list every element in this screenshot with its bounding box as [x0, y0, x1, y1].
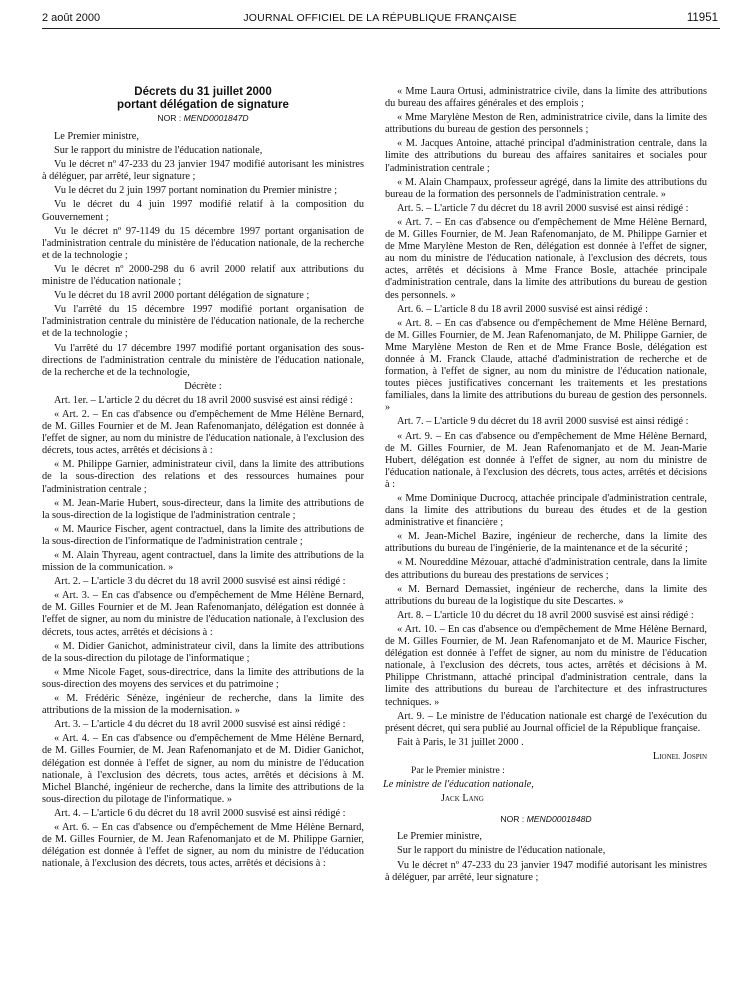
paragraph: Art. 2. – L'article 3 du décret du 18 avril 2000 susvisé est ainsi rédigé :: [54, 576, 346, 588]
paragraph: « Mme Marylène Meston de Ren, administratrice civile, dans la limite des attributions du bureau de gestion des personnels ;: [385, 112, 707, 136]
paragraph: Vu le décret du 18 avril 2000 portant délégation de signature ;: [54, 290, 310, 302]
paragraph: Le Premier ministre,: [54, 131, 139, 142]
nor-code: MEND0001847D: [183, 113, 249, 123]
paragraph: « M. Didier Ganichot, administrateur civil, dans la limite des attributions de la sous-direction du pilotage de l'informatique ;: [42, 640, 364, 664]
paragraph: Vu le décret du 2 juin 1997 portant nomination du Premier ministre ;: [54, 185, 338, 197]
paragraph: « Art. 9. – En cas d'absence ou d'empêchement de Mme Hélène Bernard, de M. Gilles Fournier, de M. Jean Rafenomanjato et de M. Jean-Marie Hubert, délégation est donnée à l'effet de signer, au nom du ministre de l'éducation nationale, à l'exclusion des décrets, tous actes, arrêtés et décisions à :: [385, 430, 707, 490]
paragraph: Art. 5. – L'article 7 du décret du 18 avril 2000 susvisé est ainsi rédigé :: [397, 202, 689, 214]
paragraph: « Art. 3. – En cas d'absence ou d'empêchement de Mme Hélène Bernard, de M. Gilles Fournier et de M. Jean Rafenomanjato, délégation est donnée à l'effet de signer, au nom du ministre de l'éducation nationale, à l'exclusion des décrets, tous actes, arrêtés et décisions à :: [42, 590, 364, 638]
paragraph: Vu l'arrêté du 17 décembre 1997 modifié portant organisation des sous-directions de l'administration centrale du ministère de l'éducation nationale, de la recherche et de la technologie,: [42, 342, 364, 378]
paragraph: « M. Bernard Demassiet, ingénieur de recherche, dans la limite des attributions du bureau de la logistique du site Descartes. »: [385, 583, 707, 607]
paragraph: « M. Frédéric Sénèze, ingénieur de recherche, dans la limite des attributions de la mission de la modernisation. »: [42, 693, 364, 717]
paragraph: Fait à Paris, le 31 juillet 2000 .: [397, 736, 524, 748]
paragraph: « Art. 7. – En cas d'absence ou d'empêchement de Mme Hélène Bernard, de M. Gilles Fournier, de M. Jean Rafenomanjato, de M. Philippe Garnier et de Mme Marylène Meston de Ren, délégation est donnée à l'effet de signer, au nom du ministre de l'éducation nationale, à l'exclusion des décrets, tous actes, arrêtés et décisions à Mme France Bosle, attachée principale d'administration centrale, dans la limite des attributions du bureau de gestion des personnels. »: [385, 216, 707, 301]
paragraph: « M. Alain Thyreau, agent contractuel, dans la limite des attributions de la mission de la communication. »: [42, 550, 364, 574]
paragraph: « Mme Dominique Ducrocq, attachée principale d'administration centrale, dans la limite des attributions du bureau des études et de la gestion administrative et financière ;: [385, 493, 707, 529]
nor-code: MEND0001848D: [526, 814, 592, 825]
paragraph: « Art. 6. – En cas d'absence ou d'empêchement de Mme Hélène Bernard, de M. Gilles Fournier, de M. Jean Rafenomanjato et de M. Philippe Garnier, délégation est donnée à l'effet de signer, au nom du ministre de l'éducation nationale, à l'exclusion des décrets, tous actes, arrêtés et décisions à :: [42, 821, 364, 870]
nor-reference: [42, 113, 364, 123]
paragraph: « Mme Nicole Faget, sous-directrice, dans la limite des attributions de la sous-direction des moyens des services et du patrimoine ;: [42, 666, 364, 690]
paragraph: Vu l'arrêté du 15 décembre 1997 modifié portant organisation de l'administration centrale du ministère de l'éducation nationale, de la recherche et de la technologie ;: [42, 304, 364, 340]
paragraph: Décrète :: [184, 380, 222, 392]
paragraph: « Art. 2. – En cas d'absence ou d'empêchement de Mme Hélène Bernard, de M. Gilles Fournier et de M. Jean Rafenomanjato, délégation est donnée à l'effet de signer, au nom du ministre de l'éducation nationale, à l'exclusion des décrets, tous actes, arrêtés et décisions à :: [42, 408, 364, 457]
paragraph: « M. Noureddine Mézouar, attaché d'administration centrale, dans la limite des attributions du bureau des prestations de services ;: [385, 557, 707, 581]
paragraph: Vu le décret nº 2000-298 du 6 avril 2000 relatif aux attributions du ministre de l'éducation nationale ;: [42, 263, 364, 288]
header-rule: [42, 28, 720, 29]
issue-date: 2 août 2000: [42, 12, 101, 24]
paragraph: Le Premier ministre,: [397, 831, 482, 843]
paragraph: « Art. 10. – En cas d'absence ou d'empêchement de Mme Hélène Bernard, de M. Gilles Fournier, de M. Jean Rafenomanjato et de M. Maurice Fischer, délégation est donnée à l'effet de signer, au nom du ministre de l'éducation nationale, à l'exclusion des décrets, tous actes, arrêtés et décisions à M. Philippe Christmann, attaché principal d'administration centrale, dans la limite des attributions du bureau de l'architecture et des infrastructures techniques. »: [385, 623, 707, 708]
journal-title: JOURNAL OFFICIEL DE LA RÉPUBLIQUE FRANÇAISE: [243, 12, 517, 24]
second-nor-reference: [385, 813, 707, 825]
paragraph: Par le Premier ministre :: [411, 764, 505, 776]
paragraph: Lionel Jospin: [652, 750, 707, 762]
paragraph: Vu le décret nº 97-1149 du 15 décembre 1997 portant organisation de l'administration centrale du ministère de l'éducation nationale, de la recherche et de la technologie ;: [42, 225, 364, 261]
decree-title: Décrets du 31 juillet 2000 portant délégation de signature: [117, 86, 289, 111]
paragraph: « M. Jean-Marie Hubert, sous-directeur, dans la limite des attributions de la sous-direction de la logistique de l'administration centrale ;: [42, 497, 364, 521]
paragraph: Jack Lang: [441, 793, 484, 805]
paragraph: « M. Maurice Fischer, agent contractuel, dans la limite des attributions de la sous-direction de l'informatique de l'administration centrale ;: [42, 523, 364, 547]
paragraph: Art. 9. – Le ministre de l'éducation nationale est chargé de l'exécution du présent décret, qui sera publié au Journal officiel de la République française.: [385, 710, 707, 734]
page-number: 11951: [686, 12, 718, 24]
paragraph: Art. 6. – L'article 8 du 18 avril 2000 susvisé est ainsi rédigé :: [397, 303, 648, 315]
paragraph: Le ministre de l'éducation nationale,: [383, 779, 534, 791]
paragraph: Art. 1er. – L'article 2 du décret du 18 avril 2000 susvisé est ainsi rédigé :: [54, 394, 353, 406]
nor-label: NOR :: [500, 814, 527, 825]
paragraph: « M. Jean-Michel Bazire, ingénieur de recherche, dans la limite des attributions du bureau de l'ingénierie, de la maintenance et de la sécurité ;: [385, 531, 707, 555]
left-column: [42, 131, 364, 872]
paragraph: « Mme Laura Ortusi, administratrice civile, dans la limite des attributions du bureau des affaires générales et des emplois ;: [385, 86, 707, 110]
paragraph: « Art. 4. – En cas d'absence ou d'empêchement de Mme Hélène Bernard, de M. Gilles Fournier, de M. Jean Rafenomanjato et de M. Didier Ganichot, délégation est donnée à l'effet de signer, au nom du ministre de l'éducation nationale, à l'exclusion des décrets, tous actes, arrêtés et décisions à M. Michel Blanché, ingénieur de recherche, dans la limite des attributions de la sous-direction du pilotage de l'informatique. »: [42, 733, 364, 805]
paragraph: Vu le décret nº 47-233 du 23 janvier 1947 modifié autorisant les ministres à déléguer, par arrêté, leur signature ;: [385, 859, 707, 883]
paragraph: « M. Philippe Garnier, administrateur civil, dans la limite des attributions de la sous-direction des relations et des ressources humaines pour l'administration centrale ;: [42, 459, 364, 495]
paragraph: « M. Alain Champaux, professeur agrégé, dans la limite des attributions du bureau de la formation des personnels de l'administration centrale. »: [385, 176, 707, 200]
paragraph: Art. 3. – L'article 4 du décret du 18 avril 2000 susvisé est ainsi rédigé :: [54, 719, 346, 731]
paragraph: « Art. 8. – En cas d'absence ou d'empêchement de Mme Hélène Bernard, de M. Gilles Fournier, de M. Jean Rafenomanjato, de M. Philippe Garnier, de Mme Marylène Meston de Ren et de Mme France Bosle, délégation est donnée à M. Franck Claude, attaché d'administration de recherche et de formation, à l'effet de signer, au nom du ministre de l'éducation nationale, toutes pièces justificatives concernant les traitements et les prestations familiales, dans la limite des attributions du bureau de gestion des personnels. »: [385, 317, 707, 414]
paragraph: Sur le rapport du ministre de l'éducation nationale,: [54, 145, 263, 157]
right-column: [385, 86, 707, 886]
paragraph: Art. 4. – L'article 6 du décret du 18 avril 2000 susvisé est ainsi rédigé :: [54, 807, 346, 819]
paragraph: « M. Jacques Antoine, attaché principal d'administration centrale, dans la limite des attributions du bureau des affaires sanitaires et sociales pour l'administration centrale ;: [385, 138, 707, 174]
paragraph: Art. 7. – L'article 9 du décret du 18 avril 2000 susvisé est ainsi rédigé :: [397, 416, 689, 428]
paragraph: Vu le décret du 4 juin 1997 modifié relatif à la composition du Gouvernement ;: [42, 199, 364, 223]
nor-label: NOR :: [157, 113, 182, 123]
paragraph: Vu le décret nº 47-233 du 23 janvier 1947 modifié autorisant les ministres à déléguer, par arrêté, leur signature ;: [42, 159, 364, 183]
paragraph: Sur le rapport du ministre de l'éducation nationale,: [397, 845, 606, 857]
paragraph: Art. 8. – L'article 10 du décret du 18 avril 2000 susvisé est ainsi rédigé :: [397, 609, 694, 621]
